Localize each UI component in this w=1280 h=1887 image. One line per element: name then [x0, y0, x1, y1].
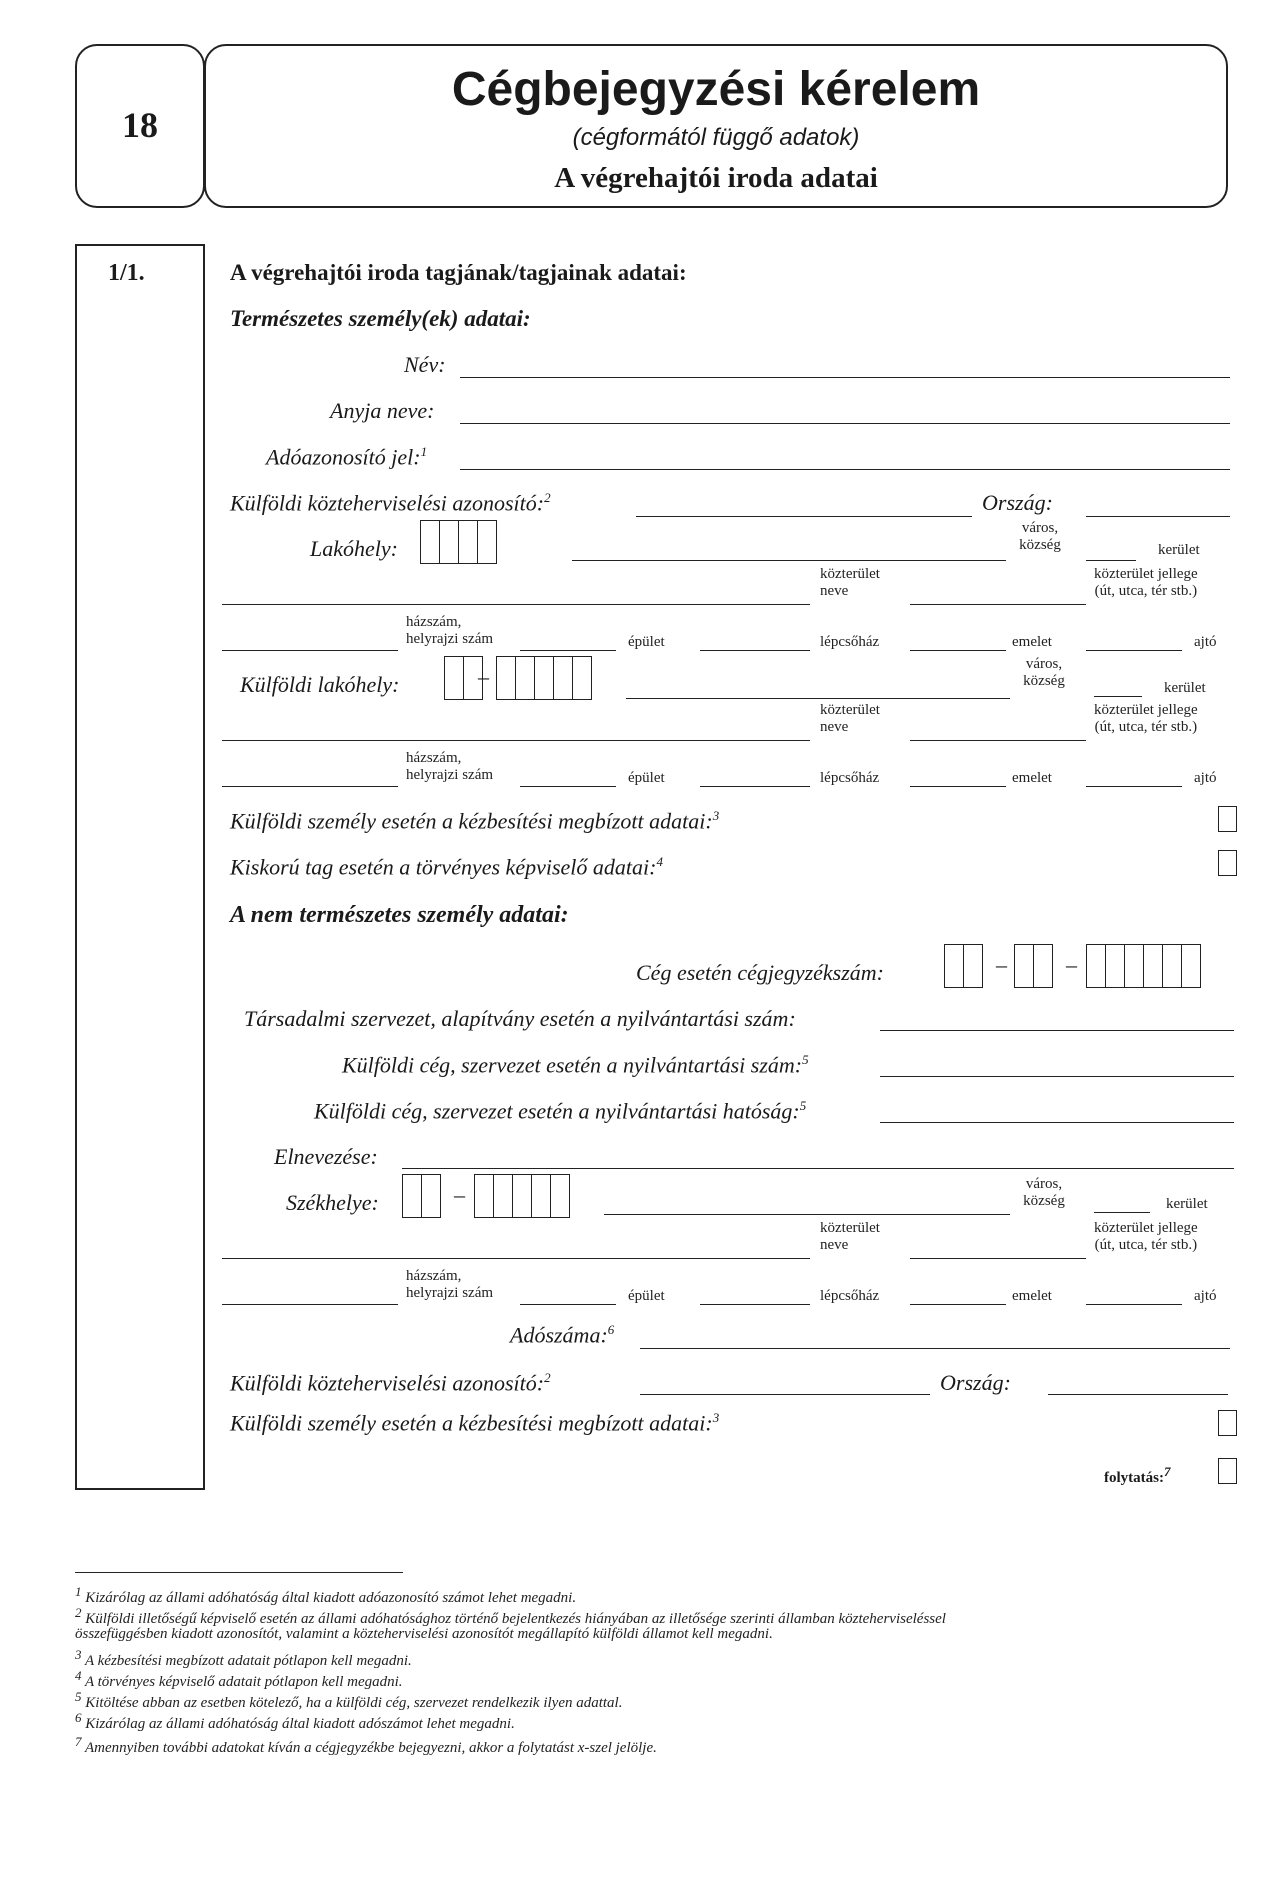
- company-reg-label: Cég esetén cégjegyzékszám:: [636, 960, 885, 985]
- building-label: épület: [628, 770, 665, 786]
- foreign-residence-stairs-field[interactable]: [700, 786, 810, 787]
- name-label: Név:: [404, 352, 446, 377]
- foreign-tax-id-label: Külföldi közteherviselési azonosító:$^2$: [230, 490, 551, 516]
- seat-street-field[interactable]: [222, 1258, 810, 1259]
- seat-city-field[interactable]: [604, 1214, 1010, 1215]
- district-label: kerület: [1164, 680, 1206, 696]
- company-reg-court-cells[interactable]: [944, 944, 983, 988]
- stairs-label: lépcsőház: [820, 1288, 880, 1304]
- natural-person-heading: Természetes személy(ek) adatai:: [230, 306, 531, 331]
- door-label: ajtó: [1194, 1288, 1217, 1304]
- residence-door-field[interactable]: [1086, 650, 1182, 651]
- section-heading: A végrehajtói iroda tagjának/tagjainak adatai:: [230, 260, 687, 285]
- legal-entity-heading: A nem természetes személy adatai:: [230, 902, 569, 928]
- country-field[interactable]: [1086, 516, 1230, 517]
- district-label: kerület: [1166, 1196, 1208, 1212]
- foreign-residence-postcode-cells[interactable]: [496, 656, 592, 700]
- separator-dash: –: [1066, 952, 1077, 977]
- seat-country-cells[interactable]: [402, 1174, 441, 1218]
- residence-street-type-field[interactable]: [910, 604, 1086, 605]
- residence-district-field[interactable]: [1086, 560, 1136, 561]
- foreign-residence-street-type-field[interactable]: [910, 740, 1086, 741]
- continuation-checkbox[interactable]: [1218, 1458, 1237, 1484]
- seat-stairs-field[interactable]: [700, 1304, 810, 1305]
- continuation-label: folytatás:7: [1104, 1464, 1171, 1486]
- residence-postcode-cells[interactable]: [420, 520, 497, 564]
- seat-door-field[interactable]: [1086, 1304, 1182, 1305]
- residence-city-field[interactable]: [572, 560, 1006, 561]
- foreign-tax-id2-field[interactable]: [640, 1394, 930, 1395]
- company-reg-number-cells[interactable]: [1086, 944, 1201, 988]
- section-title: A végrehajtói iroda adatai: [554, 162, 878, 194]
- mother-name-field[interactable]: [460, 423, 1230, 424]
- footnote-4: 4 A törvényes képviselő adatait pótlapon kell megadni.: [75, 1668, 403, 1690]
- residence-stairs-field[interactable]: [700, 650, 810, 651]
- separator-dash: –: [454, 1182, 465, 1207]
- separator-dash: –: [478, 664, 489, 689]
- stairs-label: lépcsőház: [820, 634, 880, 650]
- footnote-2: 2 Külföldi illetőségű képviselő esetén az állami adóhatósághoz történő bejelentkezés hiányában az illetősége szerinti államban közteherviseléssel: [75, 1605, 946, 1627]
- delivery-agent-label: Külföldi személy esetén a kézbesítési megbízott adatai:$^3$: [230, 808, 720, 834]
- foreign-residence-house-field[interactable]: [222, 786, 398, 787]
- seat-floor-field[interactable]: [910, 1304, 1006, 1305]
- city-label: város, község: [1023, 656, 1065, 689]
- foreign-residence-building-field[interactable]: [520, 786, 616, 787]
- door-label: ajtó: [1194, 770, 1217, 786]
- seat-building-field[interactable]: [520, 1304, 616, 1305]
- delivery-agent2-checkbox[interactable]: [1218, 1410, 1237, 1436]
- city-label: város, község: [1019, 520, 1061, 553]
- foreign-residence-label: Külföldi lakóhely:: [240, 672, 400, 697]
- section-number: 1/1.: [108, 260, 145, 286]
- street-type-label: közterület jellege (út, utca, tér stb.): [1094, 566, 1198, 599]
- foreign-tax-id2-label: Külföldi közteherviselési azonosító:$^2$: [230, 1370, 551, 1396]
- country-label: Ország:: [982, 490, 1053, 515]
- district-label: kerület: [1158, 542, 1200, 558]
- society-reg-field[interactable]: [880, 1030, 1234, 1031]
- residence-floor-field[interactable]: [910, 650, 1006, 651]
- residence-street-field[interactable]: [222, 604, 810, 605]
- name-field[interactable]: [460, 377, 1230, 378]
- foreign-reg-authority-field[interactable]: [880, 1122, 1234, 1123]
- country2-field[interactable]: [1048, 1394, 1228, 1395]
- foreign-reg-number-field[interactable]: [880, 1076, 1234, 1077]
- seat-house-field[interactable]: [222, 1304, 398, 1305]
- foreign-residence-floor-field[interactable]: [910, 786, 1006, 787]
- floor-label: emelet: [1012, 634, 1052, 650]
- footnote-7: 7 Amennyiben további adatokat kíván a cégjegyzékbe bejegyezni, akkor a folytatást x-szel jelölje.: [75, 1734, 657, 1756]
- foreign-reg-number-label: Külföldi cég, szervezet esetén a nyilvántartási szám:$^5$: [342, 1052, 809, 1078]
- foreign-residence-city-field[interactable]: [626, 698, 1010, 699]
- door-label: ajtó: [1194, 634, 1217, 650]
- separator-dash: –: [996, 952, 1007, 977]
- seat-postcode-cells[interactable]: [474, 1174, 570, 1218]
- company-reg-form-cells[interactable]: [1014, 944, 1053, 988]
- street-name-label: közterület neve: [820, 1220, 880, 1253]
- legal-representative-checkbox[interactable]: [1218, 850, 1237, 876]
- residence-house-field[interactable]: [222, 650, 398, 651]
- footnote-5: 5 Kitöltése abban az esetben kötelező, ha a külföldi cég, szervezet rendelkezik ilyen adattal.: [75, 1689, 623, 1711]
- footnote-6: 6 Kizárólag az állami adóhatóság által kiadott adószámot lehet megadni.: [75, 1710, 515, 1732]
- foreign-residence-street-field[interactable]: [222, 740, 810, 741]
- seat-district-field[interactable]: [1094, 1212, 1150, 1213]
- foreign-tax-id-field[interactable]: [636, 516, 972, 517]
- mother-name-label: Anyja neve:: [330, 398, 435, 423]
- foreign-residence-door-field[interactable]: [1086, 786, 1182, 787]
- legal-representative-label: Kiskorú tag esetén a törvényes képviselő adatai:$^4$: [230, 854, 663, 880]
- street-type-label: közterület jellege (út, utca, tér stb.): [1094, 1220, 1198, 1253]
- residence-building-field[interactable]: [520, 650, 616, 651]
- footnote-1: 1 Kizárólag az állami adóhatóság által kiadott adóazonosító számot lehet megadni.: [75, 1584, 577, 1606]
- footnote-3: 3 A kézbesítési megbízott adatait pótlapon kell megadni.: [75, 1647, 412, 1669]
- page-title: Cégbejegyzési kérelem: [451, 63, 981, 116]
- building-label: épület: [628, 634, 665, 650]
- street-name-label: közterület neve: [820, 702, 880, 735]
- floor-label: emelet: [1012, 1288, 1052, 1304]
- section-number-column: [75, 244, 205, 1490]
- house-label: házszám, helyrajzi szám: [406, 614, 494, 647]
- company-name-label: Elnevezése:: [274, 1144, 378, 1169]
- building-label: épület: [628, 1288, 665, 1304]
- seat-label: Székhelye:: [286, 1190, 379, 1215]
- tax-id-label: Adóazonosító jel:$^1$: [266, 444, 428, 470]
- foreign-residence-district-field[interactable]: [1094, 696, 1142, 697]
- country2-label: Ország:: [940, 1370, 1011, 1395]
- tax-number-label: Adószáma:$^6$: [510, 1322, 615, 1348]
- stairs-label: lépcsőház: [820, 770, 880, 786]
- company-name-field[interactable]: [402, 1168, 1234, 1169]
- house-label: házszám, helyrajzi szám: [406, 750, 494, 783]
- street-name-label: közterület neve: [820, 566, 880, 599]
- foreign-reg-authority-label: Külföldi cég, szervezet esetén a nyilvántartási hatóság:$^5$: [314, 1098, 807, 1124]
- tax-id-field[interactable]: [460, 469, 1230, 470]
- footnote-2-cont: összefüggésben kiadott azonosítót, valamint a közteherviselési azonosítót megállapító külföldi államot kell megadni.: [75, 1626, 773, 1642]
- city-label: város, község: [1023, 1176, 1065, 1209]
- footnote-divider: [75, 1572, 403, 1573]
- page-subtitle: (cégformától függő adatok): [572, 124, 860, 151]
- page-number: 18: [122, 105, 158, 145]
- tax-number-field[interactable]: [640, 1348, 1230, 1349]
- street-type-label: közterület jellege (út, utca, tér stb.): [1094, 702, 1198, 735]
- society-reg-label: Társadalmi szervezet, alapítvány esetén a nyilvántartási szám:: [244, 1006, 796, 1031]
- floor-label: emelet: [1012, 770, 1052, 786]
- delivery-agent-checkbox[interactable]: [1218, 806, 1237, 832]
- delivery-agent2-label: Külföldi személy esetén a kézbesítési megbízott adatai:$^3$: [230, 1410, 720, 1436]
- house-label: házszám, helyrajzi szám: [406, 1268, 494, 1301]
- seat-street-type-field[interactable]: [910, 1258, 1086, 1259]
- residence-label: Lakóhely:: [310, 536, 398, 561]
